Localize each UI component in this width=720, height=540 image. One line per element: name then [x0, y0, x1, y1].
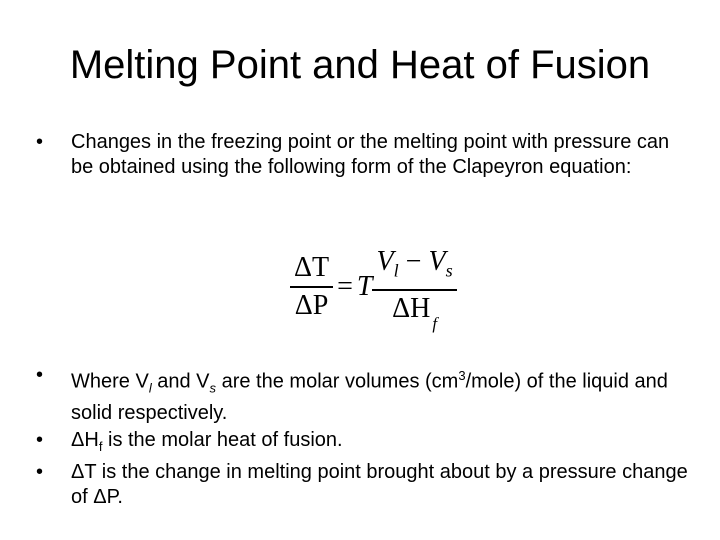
subscript-f: f [98, 439, 103, 454]
text-fragment: are the molar volumes (cm [216, 370, 459, 393]
rhs-numerator [372, 246, 456, 291]
rhs-denominator [388, 291, 441, 333]
delta-h: ΔH [392, 292, 431, 324]
bullet-delta-t-text: ΔT is the change in melting point brought about by a pressure change of ΔP. [71, 461, 688, 508]
subscript-s: s [209, 380, 217, 396]
subscript-f: f [432, 313, 438, 333]
lhs-numerator: ΔT [290, 252, 333, 288]
text-fragment: and V [151, 370, 210, 393]
bullet-volumes [36, 363, 696, 426]
subscript-l: l [148, 380, 152, 396]
subscript-l: l [393, 260, 399, 281]
clapeyron-equation [290, 246, 457, 333]
bullet-marker: • [36, 429, 44, 451]
text-fragment: Where V [71, 370, 149, 393]
subscript-s: s [445, 260, 453, 281]
text-fragment: ΔH [71, 429, 99, 451]
lhs-fraction [290, 252, 333, 322]
temperature-factor: T [356, 270, 373, 302]
volume-solid: V [428, 246, 446, 277]
superscript-3: 3 [458, 368, 466, 383]
bullet-intro [36, 130, 696, 180]
lhs-denominator: ΔP [294, 289, 329, 321]
bullet-delta-t [36, 460, 696, 510]
bullet-heat-text [71, 428, 696, 459]
bullet-marker: • [36, 461, 44, 483]
bullet-intro-text: Changes in the freezing point or the melting point with pressure can be obtained using the following form of the Clapeyron equation: [71, 131, 670, 178]
rhs-fraction [372, 246, 456, 333]
bullet-heat [36, 428, 696, 459]
minus-sign: − [398, 246, 429, 277]
bullet-volumes-text [71, 363, 696, 426]
slide-title: Melting Point and Heat of Fusion [69, 43, 651, 87]
text-fragment: is the molar heat of fusion. [102, 429, 343, 451]
bullet-marker: • [36, 364, 44, 386]
equals-sign: = [337, 270, 353, 302]
bullet-marker: • [36, 131, 44, 153]
text-fragment: /mole) of the liquid and solid respectively. [71, 370, 668, 424]
volume-liquid: V [376, 246, 394, 277]
